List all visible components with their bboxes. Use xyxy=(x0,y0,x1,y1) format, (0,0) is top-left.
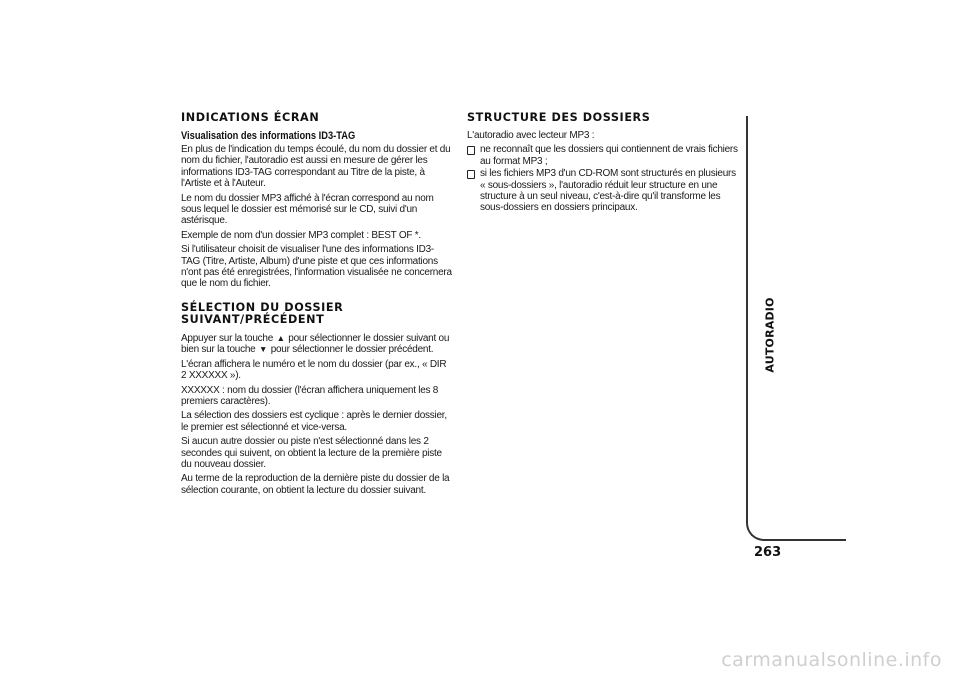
paragraph: Si aucun autre dossier ou piste n'est sélectionné dans les 2 secondes qui suivent, on obtient la lecture de la première piste du nouveau dossier. xyxy=(181,436,442,470)
text-fragment: pour sélectionner le dossier précédent. xyxy=(270,344,434,356)
text-fragment: pour sélectionner le dossier suivant ou bien sur la touche xyxy=(181,332,450,356)
down-arrow-icon: ▼ xyxy=(258,344,268,355)
list-item-text: si les fichiers MP3 d'un CD-ROM sont structurés en plusieurs « sous-dossiers », l'autoradio réduit leur structure en une structure à un seul niveau, c'est-à-dire qu'il transforme les sous-dossiers en dossiers principaux. xyxy=(480,168,736,214)
checkbox-bullet-icon xyxy=(467,146,475,155)
paragraph: La sélection des dossiers est cyclique : après le dernier dossier, le premier est sélectionné et vice-versa. xyxy=(181,410,447,433)
section-heading-selection-dossier xyxy=(181,302,453,326)
heading-line: SUIVANT/PRÉCÉDENT xyxy=(181,312,325,326)
watermark: carmanualsonline.info xyxy=(721,649,942,671)
side-tab-label xyxy=(760,297,780,373)
paragraph: Si l'utilisateur choisit de visualiser l'une des informations ID3-TAG (Titre, Artiste, Album) d'une piste et que ces informations n'ont pas été enregistrées, l'information visualisée ne concernera que le nom du fichier. xyxy=(181,244,452,290)
list-item xyxy=(467,144,739,167)
paragraph: Au terme de la reproduction de la dernière piste du dossier de la sélection courante, on obtient la lecture du dossier suivant. xyxy=(181,473,450,496)
checklist xyxy=(467,144,739,213)
intro-paragraph: L'autoradio avec lecteur MP3 : xyxy=(467,130,595,141)
paragraph: XXXXXX : nom du dossier (l'écran affichera uniquement les 8 premiers caractères). xyxy=(181,384,439,407)
list-item xyxy=(467,168,739,214)
text-fragment: Appuyer sur la touche xyxy=(181,332,274,344)
checkbox-bullet-icon xyxy=(467,170,475,179)
up-arrow-icon: ▲ xyxy=(276,332,285,343)
subheading-id3-tag: Visualisation des informations ID3-TAG xyxy=(181,130,356,142)
paragraph: L'écran affichera le numéro et le nom du dossier (par ex., « DIR 2 XXXXXX »). xyxy=(181,358,447,382)
section-heading-indications-ecran: INDICATIONS ÉCRAN xyxy=(181,111,320,124)
paragraph-buttons xyxy=(181,333,453,356)
left-column xyxy=(181,112,453,499)
right-column xyxy=(467,112,739,215)
side-tab-text: AUTORADIO xyxy=(763,297,777,373)
section-heading-structure-dossiers: STRUCTURE DES DOSSIERS xyxy=(467,111,651,124)
heading-line: SÉLECTION DU DOSSIER xyxy=(181,300,344,314)
paragraph: Le nom du dossier MP3 affiché à l'écran correspond au nom sous lequel le dossier est mémorisé sur le CD, suivi d'un astérisque. xyxy=(181,192,434,227)
paragraph: Exemple de nom d'un dossier MP3 complet : BEST OF *. xyxy=(181,229,421,241)
paragraph: En plus de l'indication du temps écoulé, du nom du dossier et du nom du fichier, l'autoradio est aussi en mesure de gérer les informations ID3-TAG correspondant au Titre de la piste, à l'Artiste et à l'Auteur. xyxy=(181,144,451,190)
page-number: 263 xyxy=(754,545,782,560)
list-item-text: ne reconnaît que les dossiers qui contiennent de vrais fichiers au format MP3 ; xyxy=(480,144,738,167)
